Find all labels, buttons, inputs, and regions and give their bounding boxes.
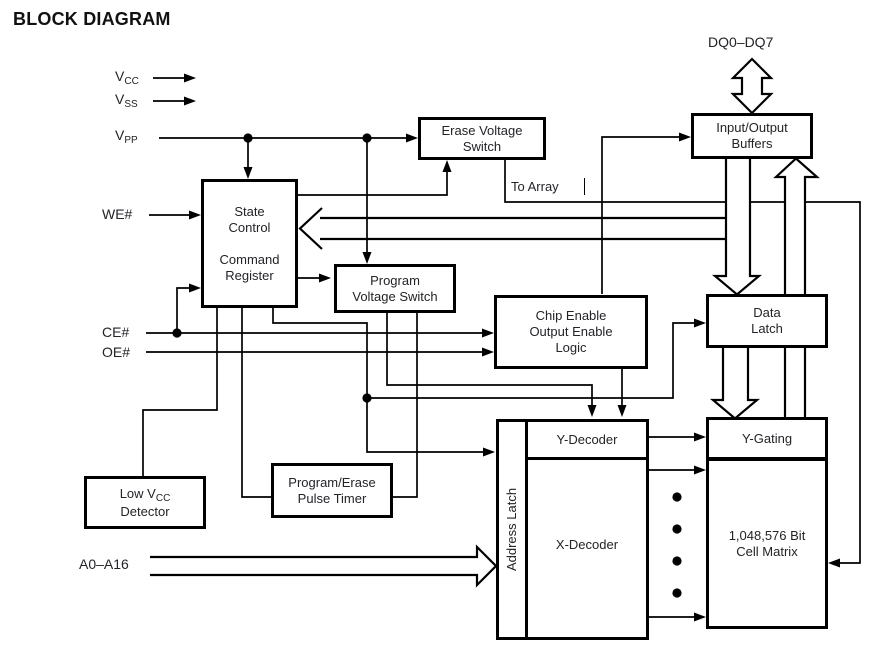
- box-label: Program/Erase: [288, 474, 376, 490]
- box-label: Logic: [555, 340, 587, 355]
- box-label: 1,048,576 Bit: [728, 527, 806, 543]
- text-cursor-artifact: [584, 178, 585, 195]
- pin-label-address-bus: A0–A16: [79, 556, 129, 572]
- datalatch-to-ygating-arrow: [713, 348, 757, 419]
- statecontrol-to-erase-switch: [298, 170, 447, 195]
- to-array-label: To Array: [511, 179, 559, 194]
- iobuffers-to-datalatch-arrow: [715, 157, 759, 295]
- box-label: Voltage Switch: [352, 288, 438, 304]
- address-bus-arrow: [150, 547, 496, 585]
- pin-label-dq-bus: DQ0–DQ7: [708, 34, 774, 50]
- page-title: BLOCK DIAGRAM: [13, 9, 171, 29]
- enable-to-iobuffers: [602, 137, 681, 294]
- vss-sub: SS: [124, 99, 138, 110]
- box-label: Switch: [462, 138, 502, 154]
- box-label: Buffers: [731, 136, 773, 151]
- box-label: Address Latch: [504, 487, 520, 572]
- vcc-base: V: [115, 68, 125, 84]
- box-label: Chip Enable: [535, 308, 607, 323]
- lowvcc-sub: CC: [155, 492, 171, 504]
- statecontrol-to-pulsetimer: [242, 306, 271, 497]
- chip-enable-logic-box: [494, 295, 648, 369]
- box-label: X-Decoder: [555, 536, 619, 552]
- vpp-sub: PP: [124, 135, 138, 146]
- pin-label-vpp: [115, 127, 138, 146]
- data-bus-to-statecontrol: [300, 208, 728, 249]
- box-label: Program: [370, 272, 420, 288]
- pin-label-vss: [115, 91, 138, 110]
- pin-label-ce: CE#: [102, 324, 130, 340]
- pin-label-oe: OE#: [102, 344, 131, 360]
- lowvcc-base: Low V: [119, 485, 156, 501]
- dq-bus-arrow: [733, 59, 771, 113]
- box-label: Cell Matrix: [736, 543, 798, 559]
- latch-net-to-addresslatch: [367, 398, 485, 452]
- box-label: Erase Voltage: [441, 122, 523, 138]
- box-label: Command: [219, 251, 280, 267]
- box-label: Latch: [751, 321, 783, 336]
- program-voltage-switch-box: [334, 264, 456, 313]
- vss-base: V: [115, 91, 125, 107]
- data-latch-box: [706, 294, 828, 348]
- box-label: Y-Decoder: [556, 432, 618, 447]
- address-latch-box: [496, 419, 528, 640]
- programswitch-to-pulsetimer: [393, 313, 417, 497]
- vpp-base: V: [115, 127, 125, 143]
- ygating-to-iobuffers-arrow: [776, 159, 817, 419]
- box-label: Y-Gating: [741, 430, 793, 446]
- box-label: Output Enable: [529, 324, 613, 339]
- erase-voltage-switch-box: [418, 117, 546, 160]
- y-decoder-box: [528, 422, 646, 457]
- box-label: Register: [225, 267, 274, 283]
- state-control-box: [201, 179, 298, 308]
- power-pin-arrows: [153, 78, 186, 101]
- pin-label-we: WE#: [102, 206, 133, 222]
- pin-label-vcc: [115, 68, 139, 87]
- vcc-sub: CC: [124, 76, 139, 87]
- box-label: Pulse Timer: [297, 490, 367, 506]
- io-buffers-box: [691, 113, 813, 159]
- ce-branch-to-statecontrol: [177, 288, 191, 333]
- box-label: State: [234, 203, 265, 219]
- pulse-timer-box: [271, 463, 393, 518]
- low-vcc-detector-box: [84, 476, 206, 529]
- box-label: Control: [228, 219, 271, 235]
- box-label: Data: [753, 305, 781, 320]
- y-gating-box: [706, 417, 828, 460]
- box-label: Detector: [120, 503, 170, 519]
- x-decoder-box: [528, 460, 646, 628]
- box-label: Input/Output: [716, 120, 788, 135]
- box-label: [120, 486, 171, 504]
- wordline-dots: [672, 492, 681, 597]
- cell-matrix-box: [706, 458, 828, 629]
